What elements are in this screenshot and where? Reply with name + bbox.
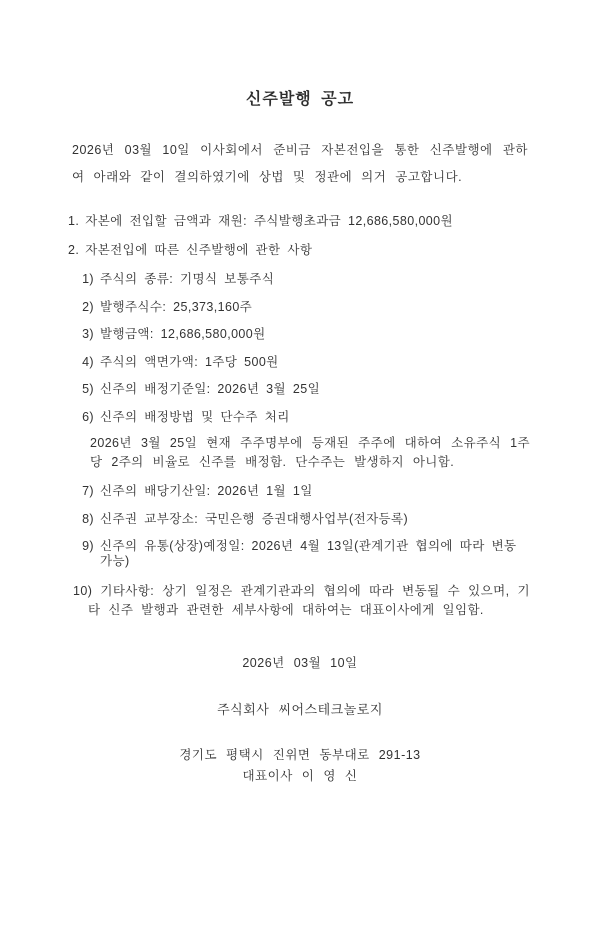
- sub-item-number: 10): [73, 583, 93, 598]
- sub-item-number: 1): [82, 272, 94, 286]
- allotment-note: 2026년 3월 25일 현재 주주명부에 등재된 주주에 대하여 소유주식 1주당 2주의 비율로 신주를 배정함. 단수주는 발생하지 아니함.: [90, 436, 530, 469]
- list-item: [68, 243, 532, 258]
- sub-item-number: 8): [82, 511, 94, 526]
- sub-list-item: [68, 382, 532, 397]
- document-title: 신주발행 공고: [245, 91, 355, 108]
- document-date: 2026년 03월 10일: [242, 655, 358, 670]
- sub-item-text: 주식의 액면가액: 1주당 500원: [100, 354, 279, 369]
- sub-list-item: [68, 327, 532, 342]
- sub-item-text: 주식의 종류: 기명식 보통주식: [100, 272, 275, 286]
- sub-item-number: 4): [82, 354, 94, 369]
- sub-list-item: [68, 300, 532, 315]
- sub-item-text: 신주의 유통(상장)예정일: 2026년 4월 13일(관계기관 협의에 따라 변동 가능): [100, 539, 517, 568]
- sub-list-item: [68, 355, 532, 370]
- sub-list-item: [68, 272, 532, 287]
- sub-list-item: [68, 539, 532, 569]
- sub-item-text: 신주의 배당기산일: 2026년 1월 1일: [100, 484, 313, 498]
- list-item-text: 자본에 전입할 금액과 재원: 주식발행초과금 12,686,580,000원: [85, 214, 453, 228]
- sub-list-item: [68, 512, 532, 527]
- company-address-block: [68, 745, 532, 787]
- sub-item-number: 2): [82, 299, 94, 314]
- intro-paragraph: 2026년 03월 10일 이사회에서 준비금 자본전입을 통한 신주발행에 관하여 아래와 같이 결의하였기에 상법 및 정관에 의거 공고합니다.: [72, 143, 528, 184]
- company-address: 경기도 평택시 진위면 동부대로 291-13: [179, 747, 421, 762]
- sub-item-number: 7): [82, 484, 94, 498]
- sub-item-number: 3): [82, 327, 94, 341]
- sub-item-text: 발행주식수: 25,373,160주: [100, 299, 253, 314]
- sub-item-text: 신주의 배정기준일: 2026년 3월 25일: [100, 382, 321, 396]
- company-name: 주식회사 씨어스테크놀로지: [217, 701, 383, 717]
- sub-list-item: [68, 410, 532, 425]
- ceo-name: 대표이사 이 영 신: [242, 768, 358, 783]
- sub-item-text: 기타사항: 상기 일정은 관계기관과의 협의에 따라 변동될 수 있으며, 기타 신주 발행과 관련한 세부사항에 대하여는 대표이사에게 일임함.: [88, 583, 531, 617]
- list-item-number: 1.: [68, 214, 80, 228]
- sub-item-text: 발행금액: 12,686,580,000원: [100, 327, 266, 341]
- sub-item-number: 9): [82, 539, 94, 553]
- sub-item-number: 6): [82, 409, 94, 424]
- list-item-number: 2.: [68, 243, 80, 257]
- list-item: [68, 214, 532, 229]
- sub-item-text: 신주권 교부장소: 국민은행 증권대행사업부(전자등록): [100, 511, 409, 526]
- document-page: [0, 86, 600, 934]
- main-list: [68, 214, 532, 620]
- list-item-text: 자본전입에 따른 신주발행에 관한 사항: [85, 243, 313, 257]
- sub-item-number: 5): [82, 382, 94, 396]
- sub-list-item: [68, 484, 532, 499]
- sub-list-item: [68, 582, 530, 620]
- sub-item-text: 신주의 배정방법 및 단수주 처리: [100, 409, 290, 424]
